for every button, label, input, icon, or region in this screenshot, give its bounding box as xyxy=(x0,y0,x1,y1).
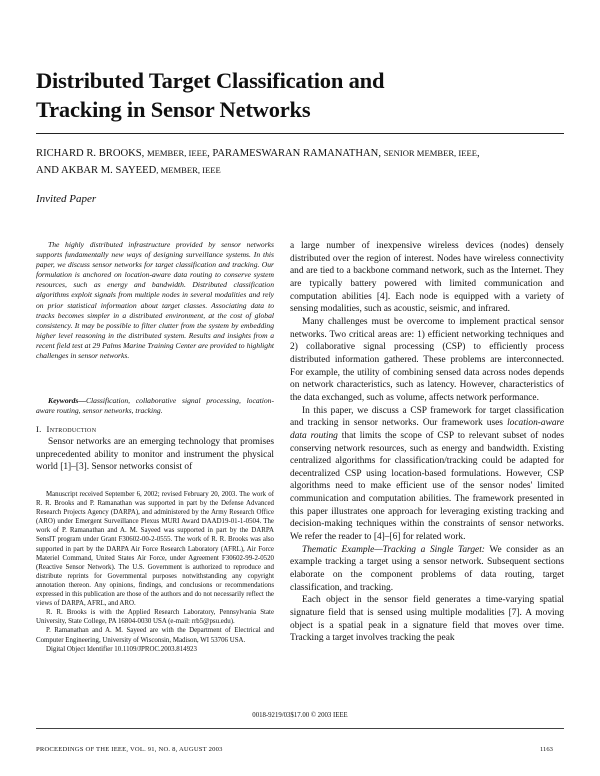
author-1: RICHARD R. BROOKS, xyxy=(36,148,147,159)
keywords xyxy=(36,396,274,416)
author-2-membership: SENIOR MEMBER, IEEE xyxy=(383,148,477,158)
footnote-brooks: R. R. Brooks is with the Applied Research Laboratory, Pennsylvania State University, State College, PA 16804-0030 USA (e-mail: rrb5@psu.edu). xyxy=(36,609,274,626)
p3-text-b: that limits the scope of CSP to relevant subset of nodes conserving network resources, such as energy and bandwidth. Existing centralized algorithms for classification/tracking could be adapted for decentralized CSP using location-based formulations. However, CSP algorithms need to make efficient use of the sensor nodes' limited communication and computation abilities. The framework presented in this paper illustrates one approach for leveraging existing tracking and decision-making techniques within the constraints of sensor networks. We refer the reader to [4]–[6] for related work. xyxy=(290,430,564,543)
section-number: I. xyxy=(36,424,42,434)
author-3: AND AKBAR M. SAYEED xyxy=(36,165,157,176)
author-separator: , xyxy=(476,148,480,159)
author-2: , PARAMESWARAN RAMANATHAN, xyxy=(207,148,384,159)
right-paragraph-5: Each object in the sensor field generates a time-varying spatial signature field that is sensed using multiple modalities [7]. A moving object is a spatial peak in a signature field that moves over time. Tracking a target involves tracking the peak xyxy=(290,595,564,644)
p4-heading: Thematic Example—Tracking a Single Target: xyxy=(302,544,485,555)
journal-citation: PROCEEDINGS OF THE IEEE, VOL. 91, NO. 8, AUGUST 2003 xyxy=(36,746,223,753)
keywords-label: Keywords— xyxy=(48,396,86,405)
paper-title xyxy=(36,66,556,124)
keywords-text: Classification, collaborative signal processing, location-aware routing, sensor networks, tracking. xyxy=(36,396,274,416)
footnotes xyxy=(36,490,274,654)
p3-emphasis: location-aware data routing xyxy=(290,418,564,441)
right-paragraph-4 xyxy=(290,544,564,595)
section-title: Introduction xyxy=(46,424,97,434)
abstract-text: The highly distributed infrastructure provided by sensor networks supports fundamentally new ways of designing surveillance systems. In this paper, we discuss sensor networks for target classification and tracking. Our formulation is anchored on location-aware data routing to conserve system resources, such as energy and bandwidth. Distributed classification algorithms exploit signals from multiple nodes in several modalities and rely on prior statistical information about target classes. Associating data to tracks becomes simpler in a distributed environment, at the cost of global consistency. It may be possible to filter clutter from the system by embedding higher level reasoning in the distributed system. Results and insights from a recent field test at 29 Palms Marine Training Center are provided to highlight challenges in sensor networks. xyxy=(36,240,274,361)
footnote-manuscript: Manuscript received September 6, 2002; revised February 20, 2003. The work of R. R. Brooks and P. Ramanathan was supported in part by the Defense Advanced Research Projects Agency (DARPA), and administered by the Army Research Office (ARO) under Emergent Surveillance Plexus MURI Award DAAD19-01-1-0504. The work of P. Ramanathan and A. M. Sayeed was supported in part by the DARPA SensIT program under Grant F30602-00-2-0555. The work of R. R. Brooks was also supported in part by the DARPA Air Force Research Laboratory (AFRL), Air Force Materiel Command, United States Air Force, under Agreement F30602-99-2-0520 (Reactive Sensor Network). The U.S. Government is authorized to reproduce and distribute reprints for Governmental purposes notwithstanding any copyright annotation thereon. Any opinions, findings, and conclusions or recommendations expressed in this publication are those of the authors and do not necessarily reflect the views of DARPA, AFRL, and ARO. xyxy=(36,491,274,608)
author-list xyxy=(36,145,566,179)
abstract xyxy=(36,240,274,361)
title-line-1: Distributed Target Classification and xyxy=(36,68,385,93)
p3-text-a: In this paper, we discuss a CSP framework for target classification and tracking in sensor networks. Our framework uses xyxy=(290,405,564,429)
footnote-doi: Digital Object Identifier 10.1109/JPROC.2003.814923 xyxy=(46,645,197,653)
right-paragraph-3 xyxy=(290,405,564,544)
author-1-membership: MEMBER, IEEE xyxy=(146,148,208,158)
right-paragraph-2: Many challenges must be overcome to implement practical sensor networks. Two critical areas are: 1) efficient networking techniques and 2) collaborative signal processing (CSP) to efficiently process distributed information gathered. These problems are interconnected. For example, the utility of combining sensed data across nodes depends on network characteristics, such as latency. However, characteristics of the data exchanged, such as volume, affects network performance. xyxy=(290,316,564,403)
invited-paper-label: Invited Paper xyxy=(36,193,97,205)
p4-text: We consider as an example tracking a target using a sensor network. Subsequent sections elaborate on the component problems of data routing, target classification, and tracking. xyxy=(290,544,564,593)
title-rule xyxy=(36,133,564,134)
intro-paragraph: Sensor networks are an emerging technology that promises unprecedented ability to monitor and instrument the physical world [1]–[3]. Sensor networks consist of xyxy=(36,437,274,473)
footer-rule xyxy=(36,728,564,729)
page-number: 1163 xyxy=(540,746,553,753)
author-3-membership: , MEMBER, IEEE xyxy=(156,165,221,175)
right-column xyxy=(290,240,564,645)
footnote-ramanathan-sayeed: P. Ramanathan and A. M. Sayeed are with the Department of Electrical and Computer Engineering, University of Wisconsin, Madison, WI 53706 USA. xyxy=(36,627,274,644)
copyright-line: 0018-9219/03$17.00 © 2003 IEEE xyxy=(252,712,348,719)
section-heading-introduction xyxy=(36,424,96,434)
title-line-2: Tracking in Sensor Networks xyxy=(36,97,311,122)
right-paragraph-1: a large number of inexpensive wireless devices (nodes) densely distributed over the region of interest. Nodes have wireless connectivity and are tied to a backbone command network, such as the Internet. They are typically battery powered with limited communication and computation abilities [4]. Each node is equipped with a variety of sensing modalities, such as acoustic, seismic, and infrared. xyxy=(290,241,564,315)
introduction-text xyxy=(36,436,274,474)
